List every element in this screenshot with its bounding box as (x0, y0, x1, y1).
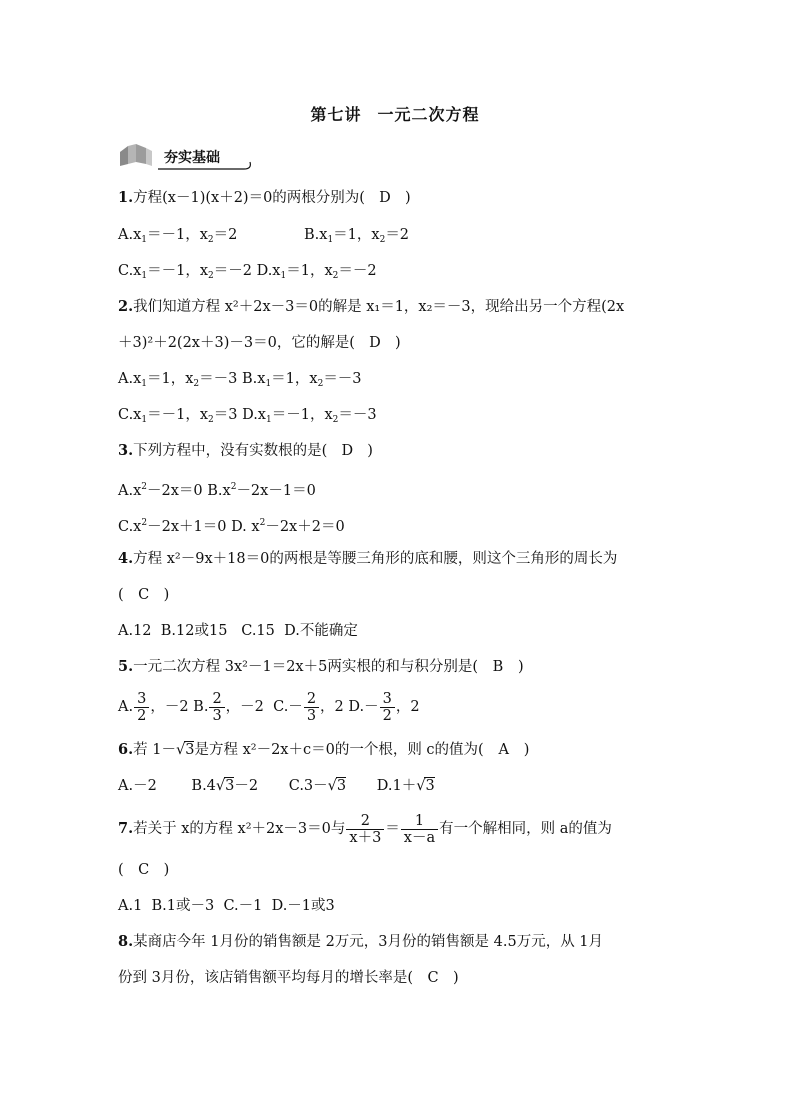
answer-6: A (498, 742, 509, 758)
option-b: $B.x^2-2x-1=0$ (207, 482, 316, 499)
section-label: 夯实基础 (164, 150, 220, 166)
question-2-options-ab (118, 369, 362, 394)
books-icon (118, 142, 154, 168)
question-3-options-cd (118, 513, 345, 537)
lecture-topic: 一元二次方程 (377, 105, 480, 124)
question-2-options-cd (118, 405, 377, 430)
answer-7: C (138, 862, 150, 878)
option-a: $A.x_1=-1$，$x_2=2$ (118, 227, 238, 245)
answer-4: C (138, 587, 150, 603)
answer-5: B (492, 659, 504, 675)
question-7: 7.若关于 x的方程 x²＋2x－3＝0与 $\frac{2}{x+3}$ ＝ $\frac{1}{x-a}$ 有一个解相同，则 a的值为 (118, 812, 612, 846)
page-title (0, 102, 790, 125)
answer-8: C (427, 970, 439, 986)
section-underline (158, 159, 254, 173)
option-a: $A.x^2-2x=0$ (118, 482, 203, 499)
question-1-options-cd (118, 261, 377, 286)
option-d: D. $x^2-2x+2=0$ (231, 518, 345, 535)
option-a: A.－2 (118, 778, 157, 794)
option-b: $B.x_1=1$，$x_2=2$ (303, 227, 410, 245)
question-4-answer-line: ( C ) (118, 587, 170, 603)
question-7-answer-line: ( C ) (118, 862, 170, 878)
answer-2: D (369, 335, 381, 351)
option-d: $D.x_1=-1$，$x_2=-3$ (242, 407, 377, 425)
option-d: D.1＋√3 (376, 778, 435, 794)
question-6-options (118, 776, 435, 796)
option-a: A. $\frac{3}{2}$ ，－2 (118, 690, 189, 724)
option-c: $C.x^2-2x+1=0$ (118, 518, 227, 535)
question-5: 5.一元二次方程 3x²－1＝2x＋5两实根的和与积分别是( B ) (118, 658, 524, 675)
lecture-number: 第七讲 (310, 105, 362, 124)
question-3-options-ab (118, 477, 316, 501)
question-7-options: A.1 B.1或－3 C.－1 D.－1或3 (118, 898, 335, 914)
option-c: C.－ $\frac{2}{3}$ ，2 (268, 690, 344, 724)
fraction-1: $\frac{2}{x+3}$ (346, 813, 384, 846)
question-6: 6.若 1－√3是方程 x²－2x＋c＝0的一个根，则 c的值为( A ) (118, 741, 530, 758)
question-8: 8.某商店今年 1月份的销售额是 2万元，3月份的销售额是 4.5万元，从 1月 (118, 933, 604, 950)
option-b: B.4√3－2 (191, 778, 259, 794)
question-5-options (118, 690, 420, 724)
option-c: $C.x_1=-1$，$x_2=3$ (118, 407, 238, 425)
question-1: 1.方程(x－1)(x＋2)＝0的两根分别为( D ) (118, 189, 411, 206)
option-a: $A.x_1=1$，$x_2=-3$ (118, 371, 238, 389)
question-4-options: A.12 B.12或15 C.15 D.不能确定 (118, 623, 358, 639)
option-d: D.－ $\frac{3}{2}$ ，2 (348, 690, 420, 724)
question-3: 3.下列方程中，没有实数根的是( D ) (118, 442, 373, 459)
option-c: C.3－√3 (288, 778, 347, 794)
section-header (118, 142, 258, 172)
option-c: $C.x_1=-1$，$x_2=-2$ (118, 263, 252, 281)
option-b: B. $\frac{2}{3}$ ，－2 (193, 690, 264, 724)
option-d: $D.x_1=1$，$x_2=-2$ (256, 263, 377, 281)
fraction-2: $\frac{1}{x-a}$ (401, 813, 438, 846)
answer-3: D (341, 443, 354, 459)
question-2: 2.我们知道方程 x²＋2x－3＝0的解是 x₁＝1，x₂＝－3，现给出另一个方程(2x (118, 298, 625, 315)
option-b: $B.x_1=1$，$x_2=-3$ (241, 371, 362, 389)
answer-1: D (379, 190, 391, 206)
question-2-cont: ＋3)²＋2(2x＋3)－3＝0，它的解是( D ) (118, 335, 401, 351)
question-1-options-ab (118, 225, 409, 250)
question-4: 4.方程 x²－9x＋18＝0的两根是等腰三角形的底和腰，则这个三角形的周长为 (118, 550, 618, 567)
question-8-cont: 份到 3月份，该店销售额平均每月的增长率是( C ) (118, 970, 459, 986)
